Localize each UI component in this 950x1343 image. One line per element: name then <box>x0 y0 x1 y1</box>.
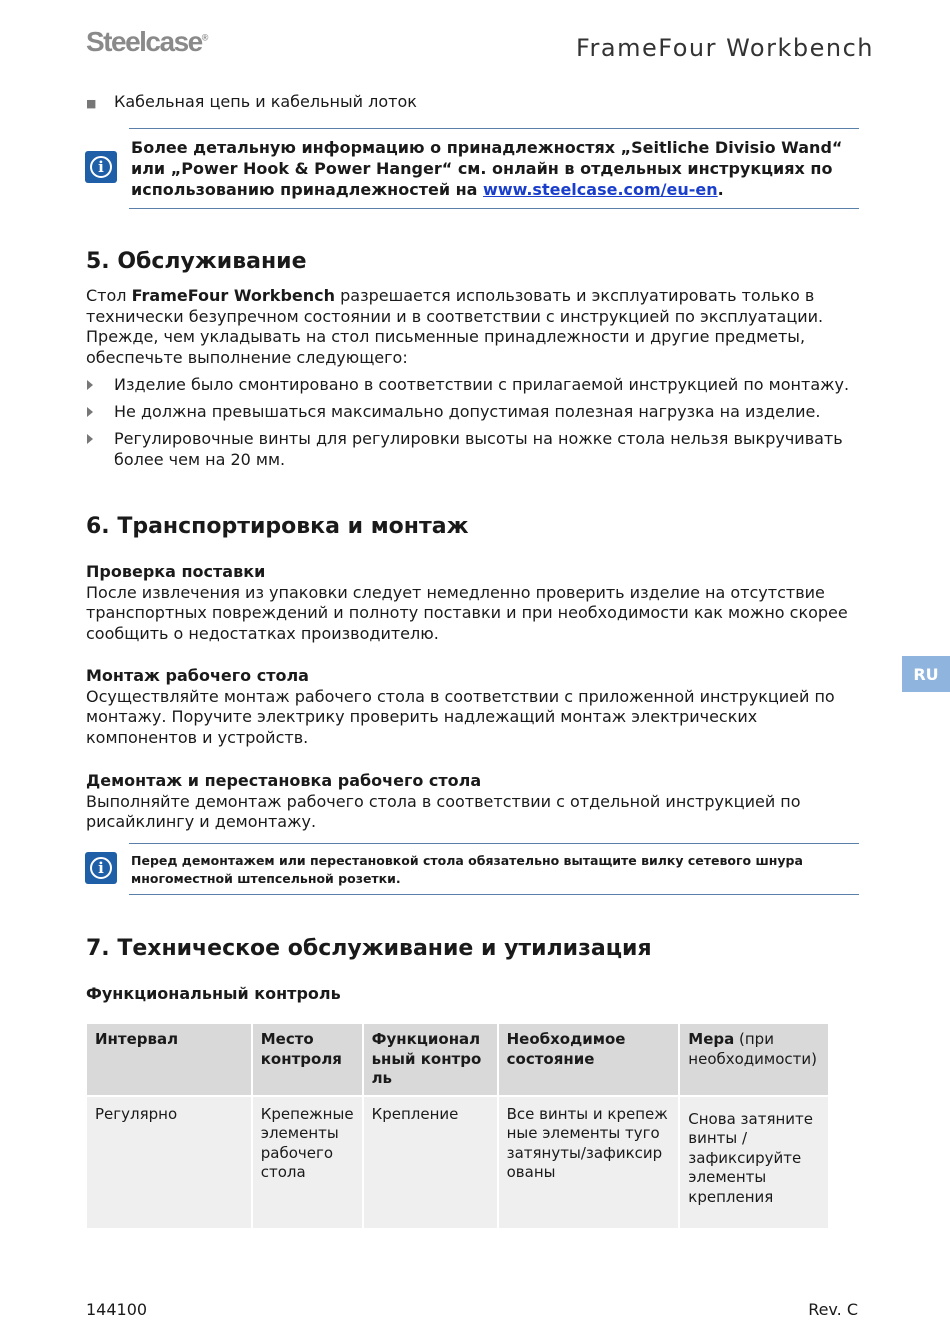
assembly-title: Монтаж рабочего стола <box>86 666 309 685</box>
disassembly-title: Демонтаж и перестановка рабочего стола <box>86 771 482 790</box>
assembly-text: Осуществляйте монтаж рабочего стола в соответствии с приложенной инструкцией по монтажу. Поручите электрику проверить надлежащий монтаж электрических компонентов и устройств. <box>86 686 835 747</box>
function-control-table <box>85 1024 830 1228</box>
table-header-cell: Мера (при необходимости) <box>680 1024 828 1097</box>
note1-top-rule <box>129 128 859 129</box>
note2-text: Перед демонтажем или перестановкой стола обязательно вытащите вилку сетевого шнура многоместной штепсельной розетки. <box>131 853 803 886</box>
table-header-cell: Необходимое состояние <box>499 1024 679 1097</box>
table-cell: Регулярно <box>87 1097 251 1228</box>
table-header-row <box>87 1024 828 1097</box>
steelcase-logo: Steelcase® <box>86 26 209 57</box>
top-bullet-text: Кабельная цепь и кабельный лоток <box>114 92 417 111</box>
disassembly-text: Выполняйте демонтаж рабочего стола в соответствии с отдельной инструкцией по рисайклингу и демонтажу. <box>86 791 801 831</box>
table-cell: Крепежные элементы рабочего стола <box>253 1097 362 1228</box>
document-number: 144100 <box>86 1300 148 1319</box>
triangle-bullet-icon <box>87 434 93 444</box>
list-item: Изделие было смонтировано в соответствии с прилагаемой инструкцией по монтажу. <box>86 374 866 395</box>
square-bullet-icon: ■ <box>86 97 97 110</box>
document-title: FrameFour Workbench <box>575 34 874 62</box>
table-row <box>87 1097 828 1228</box>
table-header-cell: Место контроля <box>253 1024 362 1097</box>
table-header-cell: Интервал <box>87 1024 251 1097</box>
section5-list <box>86 374 866 476</box>
language-tab: RU <box>902 656 950 692</box>
table-header-cell: Функциональный контроль <box>364 1024 497 1097</box>
info-icon: i <box>85 852 117 884</box>
table-cell: Все винты и крепежные элементы туго затянуты/зафиксированы <box>499 1097 679 1228</box>
note1-text: Более детальную информацию о принадлежностях „Seitliche Divisio Wand“ или „Power Hook & Power Hanger“ см. онлайн в отдельных инструкциях по использованию принадлежностей на www.steelcase.com/eu-en. <box>131 138 843 199</box>
delivery-check-text: После извлечения из упаковки следует немедленно проверить изделие на отсутствие транспортных повреждений и полноту поставки и при необходимости как можно скорее сообщить о недостатках производителю. <box>86 582 848 643</box>
triangle-bullet-icon <box>87 380 93 390</box>
assembly-block <box>86 666 866 748</box>
steelcase-link[interactable]: www.steelcase.com/eu-en <box>483 180 718 199</box>
table-cell: Снова затяните винты / зафиксируйте элементы крепления <box>680 1097 828 1228</box>
revision-label: Rev. C <box>808 1300 858 1319</box>
info-icon: i <box>85 151 117 183</box>
delivery-check-block <box>86 562 866 644</box>
note2-bottom-rule <box>129 894 859 895</box>
section5-intro: Стол FrameFour Workbench разрешается использовать и эксплуатировать только в технически безупречном состоянии и в соответствии с инструкцией по эксплуатации. Прежде, чем укладывать на стол письменные принадлежности и другие предметы, обеспечьте выполнение следующего: <box>86 286 824 367</box>
list-item: Не должна превышаться максимально допустимая полезная нагрузка на изделие. <box>86 401 866 422</box>
section7-heading: 7. Техническое обслуживание и утилизация <box>86 936 652 961</box>
disassembly-block <box>86 771 866 833</box>
function-control-heading: Функциональный контроль <box>86 984 341 1003</box>
triangle-bullet-icon <box>87 407 93 417</box>
list-item: Регулировочные винты для регулировки высоты на ножке стола нельзя выкручивать более чем на 20 мм. <box>86 428 866 470</box>
delivery-check-title: Проверка поставки <box>86 562 266 581</box>
table-cell: Крепление <box>364 1097 497 1228</box>
section5-heading: 5. Обслуживание <box>86 249 307 274</box>
note1-bottom-rule <box>129 208 859 209</box>
section6-heading: 6. Транспортировка и монтаж <box>86 514 469 539</box>
note2-top-rule <box>129 843 859 844</box>
